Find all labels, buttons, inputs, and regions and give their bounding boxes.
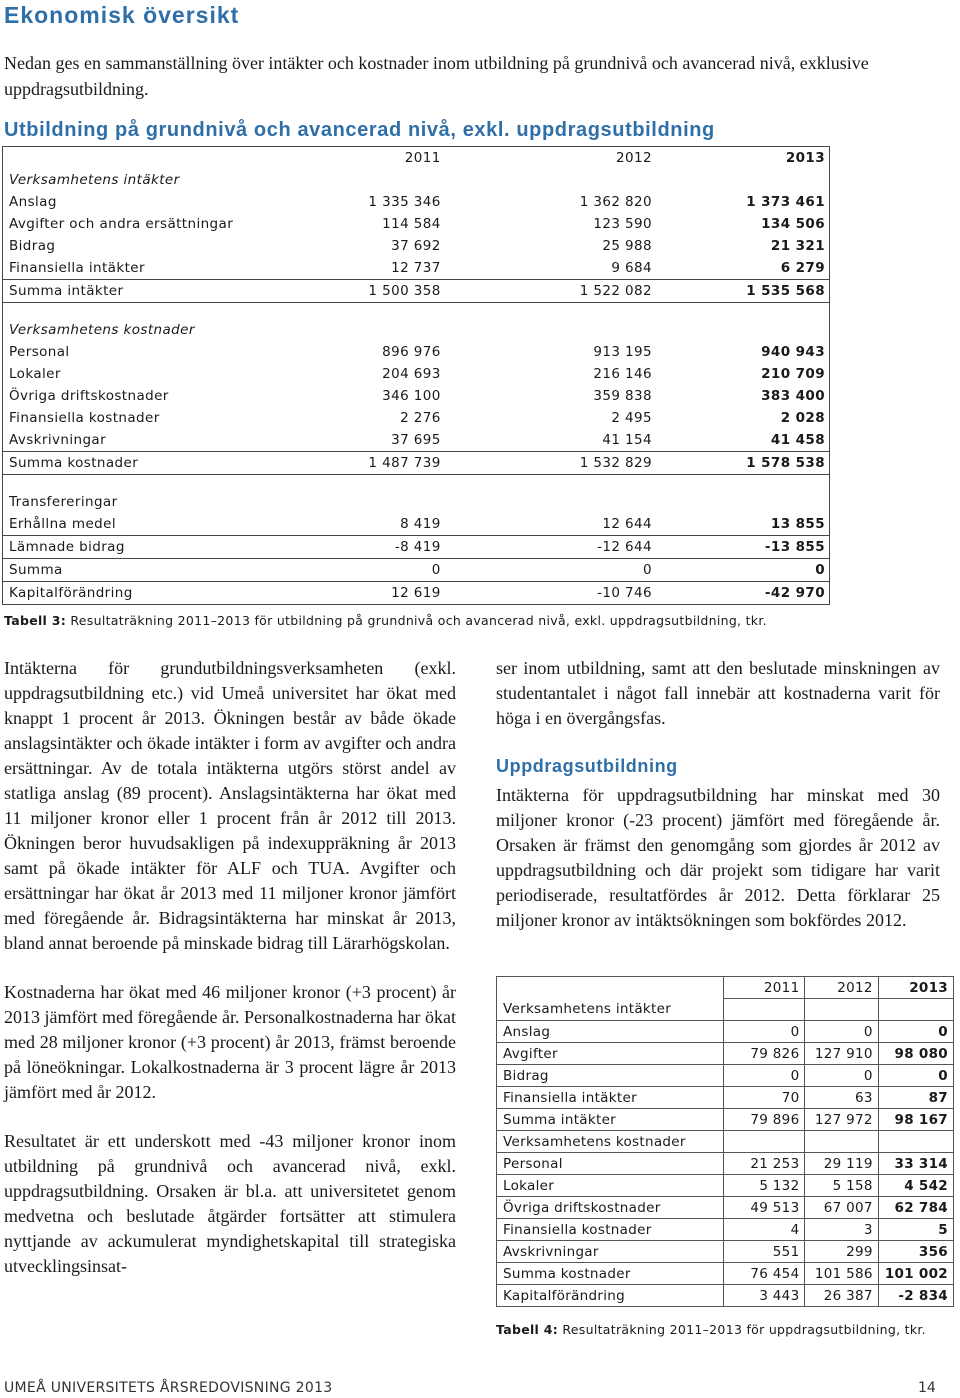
cell: 41 458 — [656, 429, 830, 452]
body-paragraph: Intäkterna för grundutbildningsverksamheten (exkl. uppdragsutbildning etc.) vid Umeå universitet har ökat med knappt 1 procent år 2013. Ökningen består av både ökade anslagsintäkter och ökade intäkter i form av avgifter och andra ersättningar. Av de totala intäkterna utgörs störst andel av statliga anslag (89 procent). Anslagsintäkterna har ökat med 11 miljoner kronor eller 1 procent från år 2012 till 2013. Ökningen beror huvudsakligen på indexuppräkning år 2013 samt på ökade intäkter för ALF och TUA. Avgifter och ersättningar har ökat år 2013 med 11 miljoner kronor jämfört med föregående år. Bidragsintäkterna har minskat år 2013, bland annat beroende på minskade bidrag till Lärarhögskolan. — [4, 658, 456, 953]
row-label: Erhållna medel — [3, 513, 238, 536]
table-row — [3, 341, 830, 363]
cell: 0 — [445, 559, 656, 582]
table-row — [3, 407, 830, 429]
cell: 25 988 — [602, 238, 652, 254]
cell: 4 — [723, 1219, 805, 1241]
sum-row — [497, 1109, 954, 1131]
cell: 551 — [723, 1241, 805, 1263]
cell: 79 826 — [723, 1043, 805, 1065]
row-label: Anslag — [3, 191, 238, 213]
cell: 76 454 — [723, 1263, 805, 1285]
cell: 913 195 — [593, 344, 652, 360]
cell: 1 335 346 — [368, 194, 441, 210]
table-header-label — [497, 977, 724, 999]
cell: 1 532 829 — [445, 452, 656, 475]
row-label: Finansiella kostnader — [497, 1219, 724, 1241]
table-row — [497, 1197, 954, 1219]
table-row — [497, 1175, 954, 1197]
cell: 0 — [805, 1065, 878, 1087]
table-row — [3, 191, 830, 213]
cell: 1 373 461 — [656, 191, 830, 213]
right-column — [496, 656, 940, 933]
row-label: Avgifter och andra ersättningar — [3, 213, 238, 235]
year-header: 2012 — [445, 147, 656, 170]
cell: 346 100 — [382, 388, 441, 404]
footer-publication: UMEÅ UNIVERSITETS ÅRSREDOVISNING 2013 — [4, 1380, 333, 1396]
year-header: 2011 — [237, 147, 445, 170]
cell: 1 500 358 — [237, 280, 445, 303]
sum-row — [3, 559, 830, 582]
cell: 6 279 — [656, 257, 830, 280]
year-header: 2013 — [656, 147, 830, 170]
total-row — [3, 582, 830, 605]
cell: 5 — [878, 1219, 953, 1241]
cell: 33 314 — [878, 1153, 953, 1175]
caption-text: Resultaträkning 2011–2013 för uppdragsutbildning, tkr. — [562, 1322, 926, 1337]
table-row — [497, 1219, 954, 1241]
row-label: Lokaler — [3, 363, 238, 385]
row-label: Summa intäkter — [497, 1109, 724, 1131]
cell: 0 — [805, 1021, 878, 1043]
section-label: Verksamhetens kostnader — [497, 1131, 724, 1153]
cell: 356 — [878, 1241, 953, 1263]
cell: 0 — [878, 1021, 953, 1043]
section-label: Verksamhetens kostnader — [3, 319, 238, 341]
table-row — [497, 1021, 954, 1043]
cell: 70 — [723, 1087, 805, 1109]
cell: 0 — [237, 559, 445, 582]
table-row — [3, 257, 830, 280]
cell: 12 619 — [237, 582, 445, 605]
cell: 127 910 — [805, 1043, 878, 1065]
table-row — [3, 385, 830, 407]
cell: 98 080 — [878, 1043, 953, 1065]
cell: -13 855 — [656, 536, 830, 559]
page-title: Ekonomisk översikt — [4, 2, 240, 28]
table-row — [497, 1153, 954, 1175]
cell: 67 007 — [805, 1197, 878, 1219]
cell: 9 684 — [611, 260, 652, 276]
cell: 62 784 — [878, 1197, 953, 1219]
table-row — [497, 1241, 954, 1263]
cell: 1 578 538 — [656, 452, 830, 475]
cell: 940 943 — [656, 341, 830, 363]
cell: 383 400 — [656, 385, 830, 407]
table3-caption — [4, 613, 767, 628]
cell: 8 419 — [400, 516, 441, 532]
caption-label: Tabell 4: — [496, 1322, 559, 1337]
cell: 210 709 — [656, 363, 830, 385]
table-row — [3, 213, 830, 235]
table-header-label — [3, 147, 238, 170]
cell: 1 522 082 — [445, 280, 656, 303]
table3-income-statement — [2, 146, 830, 605]
cell: 0 — [878, 1065, 953, 1087]
row-label: Övriga driftskostnader — [497, 1197, 724, 1219]
caption-label: Tabell 3: — [4, 613, 67, 628]
year-header: 2011 — [723, 977, 805, 999]
row-label: Anslag — [497, 1021, 724, 1043]
table-row — [3, 235, 830, 257]
table-row — [3, 363, 830, 385]
cell: 359 838 — [593, 388, 652, 404]
row-label: Kapitalförändring — [497, 1285, 724, 1307]
cell: 0 — [723, 1065, 805, 1087]
cell: 2 276 — [400, 410, 441, 426]
cell: 299 — [805, 1241, 878, 1263]
cell: 204 693 — [382, 366, 441, 382]
section-label: Transfereringar — [3, 491, 238, 513]
cell: 114 584 — [382, 216, 441, 232]
cell: 2 028 — [656, 407, 830, 429]
body-paragraph: Kostnaderna har ökat med 46 miljoner kronor (+3 procent) år 2013 jämfört med föregående år. Personalkostnaderna har ökat med 28 miljoner kronor (+3 procent) år 2013, främst beroende på löneökningar. Lokalkostnaderna är 3 procent lägre år 2013 jämfört med år 2012. — [4, 982, 456, 1102]
body-paragraph: ser inom utbildning, samt att den beslutade minskningen av studentantalet i något fall innebär att kostnaderna varit för höga i en övergångsfas. — [496, 658, 940, 728]
section-heading: Uppdragsutbildning — [496, 756, 678, 776]
cell: 98 167 — [878, 1109, 953, 1131]
body-paragraph: Resultatet är ett underskott med -43 miljoner kronor inom utbildning på grundnivå och avancerad nivå, exkl. uppdragsutbildning. Orsaken är bl.a. att universitetet genom medvetna och beslutade åtgärder fortsätter att stimulera nyttjande av ackumulerat myndighetskapital till strategiska utvecklingsinsat- — [4, 1131, 456, 1276]
cell: 4 542 — [878, 1175, 953, 1197]
cell: 63 — [805, 1087, 878, 1109]
body-paragraph: Intäkterna för uppdragsutbildning har minskat med 30 miljoner kronor (-23 procent) jämfört med föregående år. Orsaken är främst den genomgång som gjordes år 2012 av uppdragsutbildning och där projekt som tidigare har varit periodiserade, resultatfördes år 2012. Detta förklarar 25 miljoner kronor av intäktsökningen som bokfördes 2012. — [496, 785, 940, 930]
cell: 37 695 — [391, 432, 441, 448]
cell: 12 737 — [391, 260, 441, 276]
table4-caption — [496, 1320, 946, 1339]
caption-text: Resultaträkning 2011–2013 för utbildning på grundnivå och avancerad nivå, exkl. uppdragsutbildning, tkr. — [70, 613, 767, 628]
intro-paragraph: Nedan ges en sammanställning över intäkter och kostnader inom utbildning på grundnivå och avancerad nivå, exklusive uppdragsutbildning. — [4, 53, 869, 99]
row-label: Summa kostnader — [497, 1263, 724, 1285]
cell: 79 896 — [723, 1109, 805, 1131]
cell: 896 976 — [382, 344, 441, 360]
table-row — [3, 513, 830, 536]
cell: 5 158 — [805, 1175, 878, 1197]
cell: 87 — [878, 1087, 953, 1109]
cell: 3 — [805, 1219, 878, 1241]
row-label: Kapitalförändring — [3, 582, 238, 605]
table-row — [3, 429, 830, 452]
table-row — [3, 536, 830, 559]
row-label: Summa — [3, 559, 238, 582]
row-label: Bidrag — [3, 235, 238, 257]
cell: 13 855 — [656, 513, 830, 536]
cell: 0 — [723, 1021, 805, 1043]
row-label: Övriga driftskostnader — [3, 385, 238, 407]
year-header: 2013 — [878, 977, 953, 999]
row-label: Avgifter — [497, 1043, 724, 1065]
table-row — [497, 1065, 954, 1087]
cell: 41 154 — [602, 432, 652, 448]
cell: 0 — [656, 559, 830, 582]
cell: -12 644 — [445, 536, 656, 559]
row-label: Finansiella intäkter — [497, 1087, 724, 1109]
year-header: 2012 — [805, 977, 878, 999]
cell: 1 535 568 — [656, 280, 830, 303]
left-column — [4, 656, 456, 1279]
table4-income-statement — [496, 976, 954, 1307]
cell: 26 387 — [805, 1285, 878, 1307]
sum-row — [497, 1263, 954, 1285]
row-label: Summa intäkter — [3, 280, 238, 303]
row-label: Avskrivningar — [497, 1241, 724, 1263]
cell: 21 253 — [723, 1153, 805, 1175]
sum-row — [3, 280, 830, 303]
cell: 37 692 — [391, 238, 441, 254]
section-label: Verksamhetens intäkter — [497, 999, 724, 1021]
row-label: Summa kostnader — [3, 452, 238, 475]
cell: 101 002 — [878, 1263, 953, 1285]
section-label: Verksamhetens intäkter — [3, 169, 238, 191]
cell: -8 419 — [237, 536, 445, 559]
cell: -42 970 — [656, 582, 830, 605]
row-label: Finansiella kostnader — [3, 407, 238, 429]
cell: 5 132 — [723, 1175, 805, 1197]
row-label: Personal — [497, 1153, 724, 1175]
row-label: Bidrag — [497, 1065, 724, 1087]
table-row — [497, 1087, 954, 1109]
total-row — [497, 1285, 954, 1307]
cell: 216 146 — [593, 366, 652, 382]
table-row — [497, 1043, 954, 1065]
cell: -2 834 — [878, 1285, 953, 1307]
cell: 134 506 — [656, 213, 830, 235]
cell: 1 362 820 — [579, 194, 652, 210]
cell: 101 586 — [805, 1263, 878, 1285]
sum-row — [3, 452, 830, 475]
table3-heading: Utbildning på grundnivå och avancerad nivå, exkl. uppdragsutbildning — [4, 119, 715, 141]
cell: 12 644 — [602, 516, 652, 532]
cell: 29 119 — [805, 1153, 878, 1175]
row-label: Finansiella intäkter — [3, 257, 238, 280]
cell: 123 590 — [593, 216, 652, 232]
cell: 2 495 — [611, 410, 652, 426]
row-label: Lokaler — [497, 1175, 724, 1197]
cell: 49 513 — [723, 1197, 805, 1219]
cell: 1 487 739 — [237, 452, 445, 475]
page-number: 14 — [918, 1380, 936, 1396]
cell: 21 321 — [656, 235, 830, 257]
cell: -10 746 — [445, 582, 656, 605]
row-label: Lämnade bidrag — [3, 536, 238, 559]
row-label: Personal — [3, 341, 238, 363]
cell: 127 972 — [805, 1109, 878, 1131]
cell: 3 443 — [723, 1285, 805, 1307]
row-label: Avskrivningar — [3, 429, 238, 452]
